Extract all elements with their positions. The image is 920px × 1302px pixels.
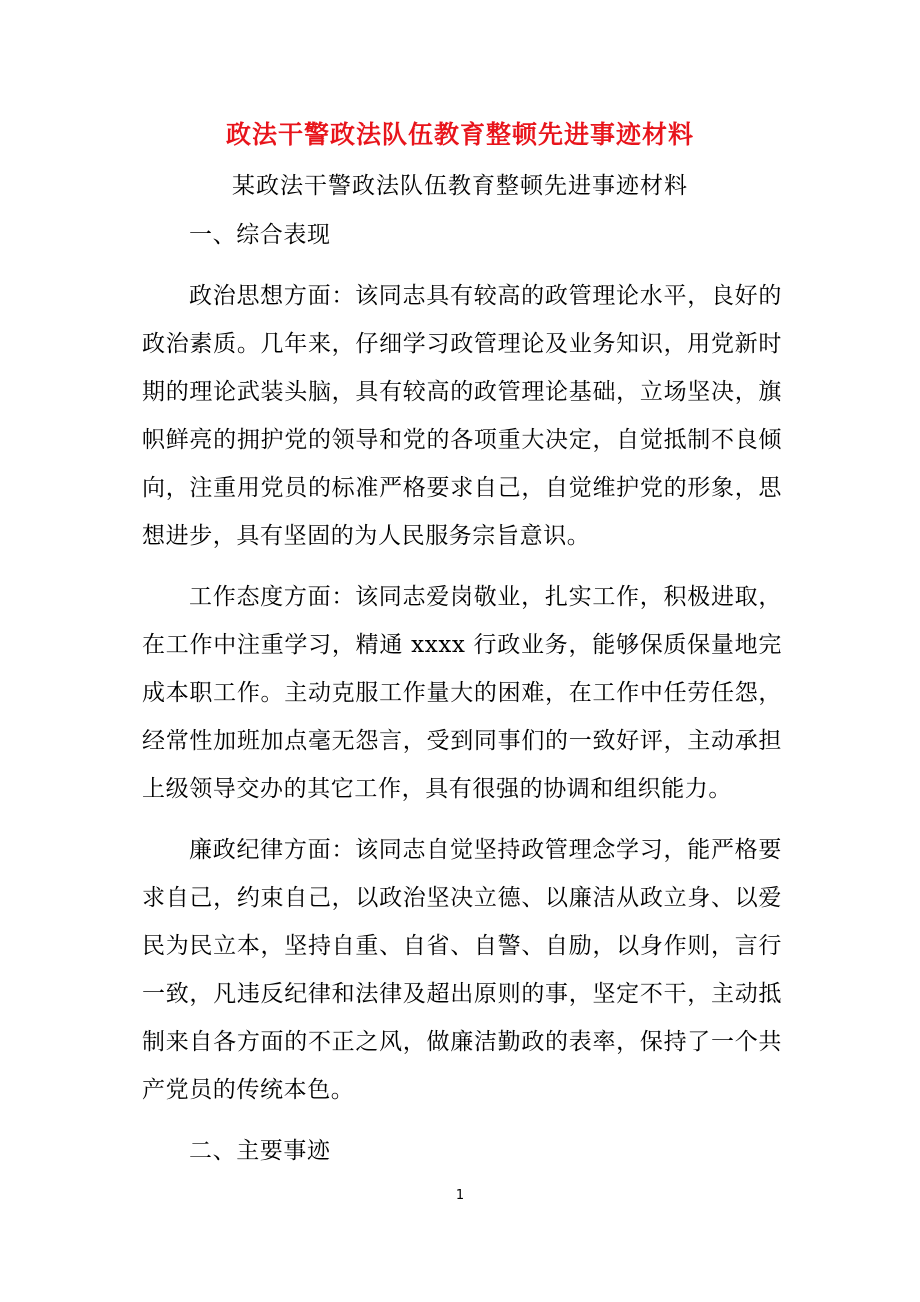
document-title: 政法干警政法队伍教育整顿先进事迹材料 — [225, 120, 694, 149]
section-heading-overall-performance: 一、综合表现 — [189, 222, 331, 248]
document-body — [142, 211, 782, 1188]
section-heading-main-deeds: 二、主要事迹 — [189, 1138, 331, 1164]
page-number: 1 — [455, 1188, 465, 1203]
paragraph-integrity-discipline: 廉政纪律方面：该同志自觉坚持政管理念学习，能严格要求自己，约束自己，以政治坚决立德、以廉洁从政立身、以爱民为民立本，坚持自重、自省、自警、自励，以身作则，言行一致，凡违反纪律和法律及超出原则的事，坚定不干，主动抵制来自各方面的不正之风，做廉洁勤政的表率，保持了一个共产党员的传统本色。 — [142, 837, 782, 1103]
document-subtitle: 某政法干警政法队伍教育整顿先进事迹材料 — [232, 173, 688, 199]
paragraph-political-thought: 政治思想方面：该同志具有较高的政管理论水平，良好的政治素质。几年来，仔细学习政管理论及业务知识，用党新时期的理论武装头脑，具有较高的政管理论基础，立场坚决，旗帜鲜亮的拥护党的领导和党的各项重大决定，自觉抵制不良倾向，注重用党员的标准严格要求自己，自觉维护党的形象，思想进步，具有坚固的为人民服务宗旨意识。 — [142, 283, 782, 549]
paragraph-work-attitude: 工作态度方面：该同志爱岗敬业，扎实工作，积极进取，在工作中注重学习，精通 xxxx 行政业务，能够保质保量地完成本职工作。主动克服工作量大的困难，在工作中任劳任怨，经常性加班加点毫无怨言，受到同事们的一致好评，主动承担上级领导交办的其它工作，具有很强的协调和组织能力。 — [142, 584, 782, 802]
